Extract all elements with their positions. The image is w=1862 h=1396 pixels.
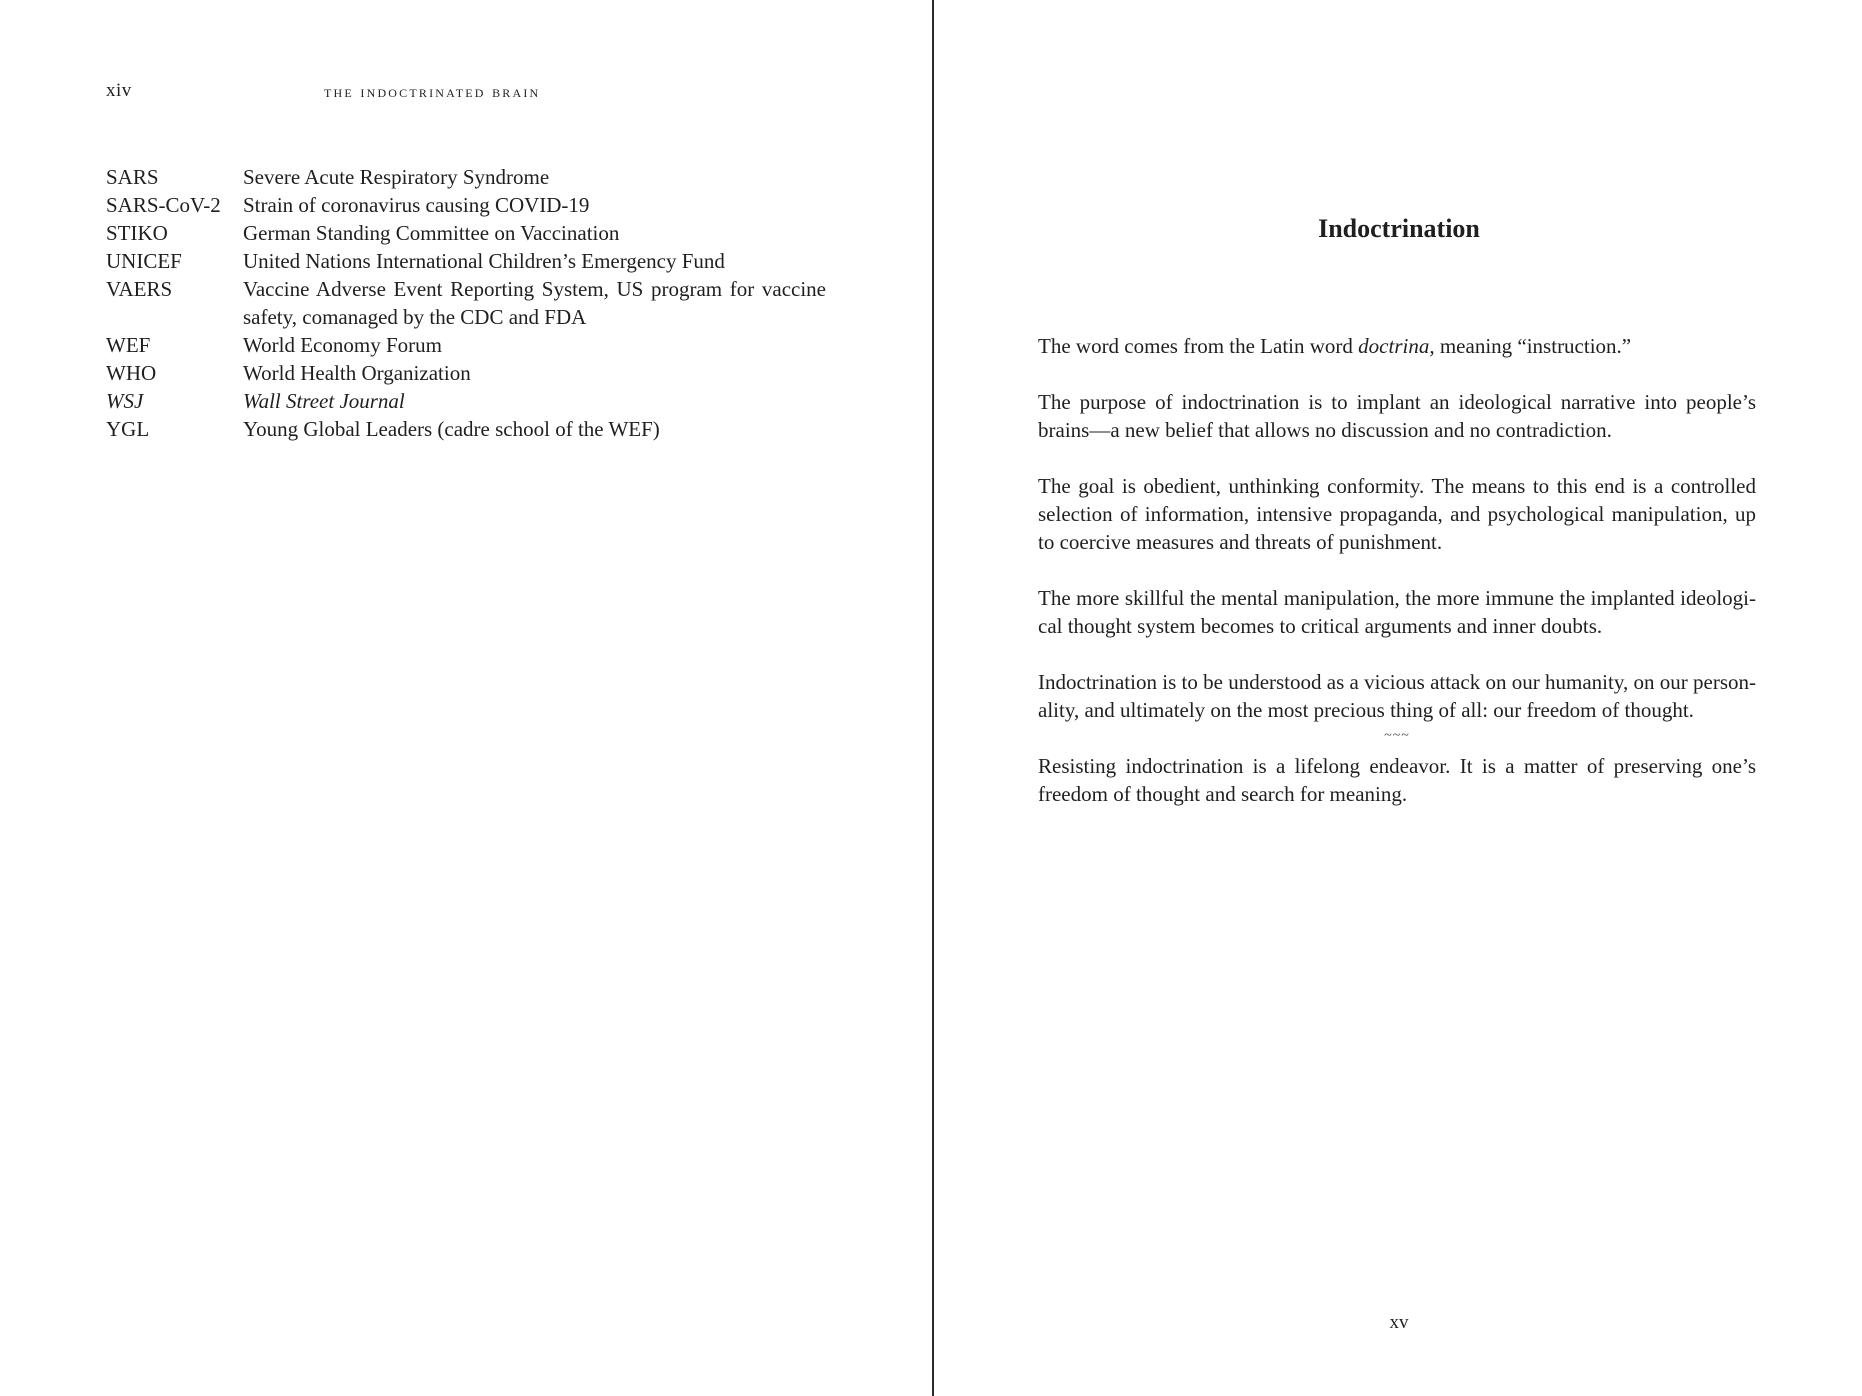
abbreviation-definition: Young Global Leaders (cadre school of the WEF) <box>243 417 660 441</box>
abbreviation-term: SARS <box>106 165 159 189</box>
abbreviation-definition: Vaccine Adverse Event Reporting System, US program for vaccine safety, comanaged by the CDC and FDA <box>243 277 826 329</box>
abbreviation-term: VAERS <box>106 277 173 301</box>
abbreviation-term: YGL <box>106 417 150 441</box>
abbreviation-row <box>106 387 826 415</box>
paragraph: Indoctrination is to be understood as a vicious attack on our humanity, on our personality, and ultimately on the most precious thing of all: our freedom of thought. <box>1038 670 1756 722</box>
paragraph-text: , meaning “instruction.” <box>1429 334 1632 358</box>
chapter-body <box>1038 332 1756 808</box>
section-break-ornament: ~~~ <box>1384 728 1410 743</box>
abbreviation-term: UNICEF <box>106 249 182 273</box>
abbreviation-definition: Wall Street Journal <box>243 389 405 413</box>
running-head-title: the indoctrinated brain <box>324 82 541 101</box>
abbreviation-term: SARS-CoV-2 <box>106 193 221 217</box>
abbreviation-row <box>106 163 826 191</box>
abbreviation-definition: United Nations International Children’s Emergency Fund <box>243 249 725 273</box>
abbreviation-term: STIKO <box>106 221 168 245</box>
page-gutter-divider <box>932 0 934 1396</box>
page-number: xiv <box>106 80 132 101</box>
latin-term: doctrina <box>1358 334 1430 358</box>
paragraph <box>1038 332 1756 360</box>
paragraph: The more skillful the mental manipulation, the more immune the implanted ideological thought system becomes to critical arguments and inner doubts. <box>1038 586 1756 638</box>
page-number: xv <box>1389 1312 1409 1333</box>
abbreviation-row <box>106 359 826 387</box>
paragraph: Resisting indoctrination is a lifelong endeavor. It is a matter of preserving one’s freedom of thought and search for meaning. <box>1038 754 1756 806</box>
paragraph: The purpose of indoctrination is to implant an ideological narrative into people’s brains—a new belief that allows no discussion and no contradiction. <box>1038 390 1756 442</box>
abbreviation-row <box>106 191 826 219</box>
abbreviation-row <box>106 247 826 275</box>
abbreviation-row <box>106 415 826 443</box>
abbreviation-row <box>106 275 826 331</box>
right-page <box>936 0 1862 1396</box>
abbreviation-definition: World Economy Forum <box>243 333 442 357</box>
abbreviation-list <box>106 163 826 443</box>
abbreviation-row <box>106 219 826 247</box>
abbreviation-term: WEF <box>106 333 151 357</box>
paragraph: The goal is obedient, unthinking conformity. The means to this end is a controlled selection of information, intensive propaganda, and psychological manipulation, up to coercive measures and threats of punishment. <box>1038 474 1756 554</box>
abbreviation-row <box>106 331 826 359</box>
abbreviation-definition: Severe Acute Respiratory Syndrome <box>243 165 550 189</box>
paragraph-text: The word comes from the Latin word <box>1038 334 1359 358</box>
abbreviation-term: WSJ <box>106 389 144 413</box>
abbreviation-definition: Strain of coronavirus causing COVID-19 <box>243 193 590 217</box>
abbreviation-definition: German Standing Committee on Vaccination <box>243 221 620 245</box>
abbreviation-definition: World Health Organization <box>243 361 471 385</box>
chapter-title: Indoctrination <box>1318 214 1480 243</box>
abbreviation-term: WHO <box>106 361 157 385</box>
